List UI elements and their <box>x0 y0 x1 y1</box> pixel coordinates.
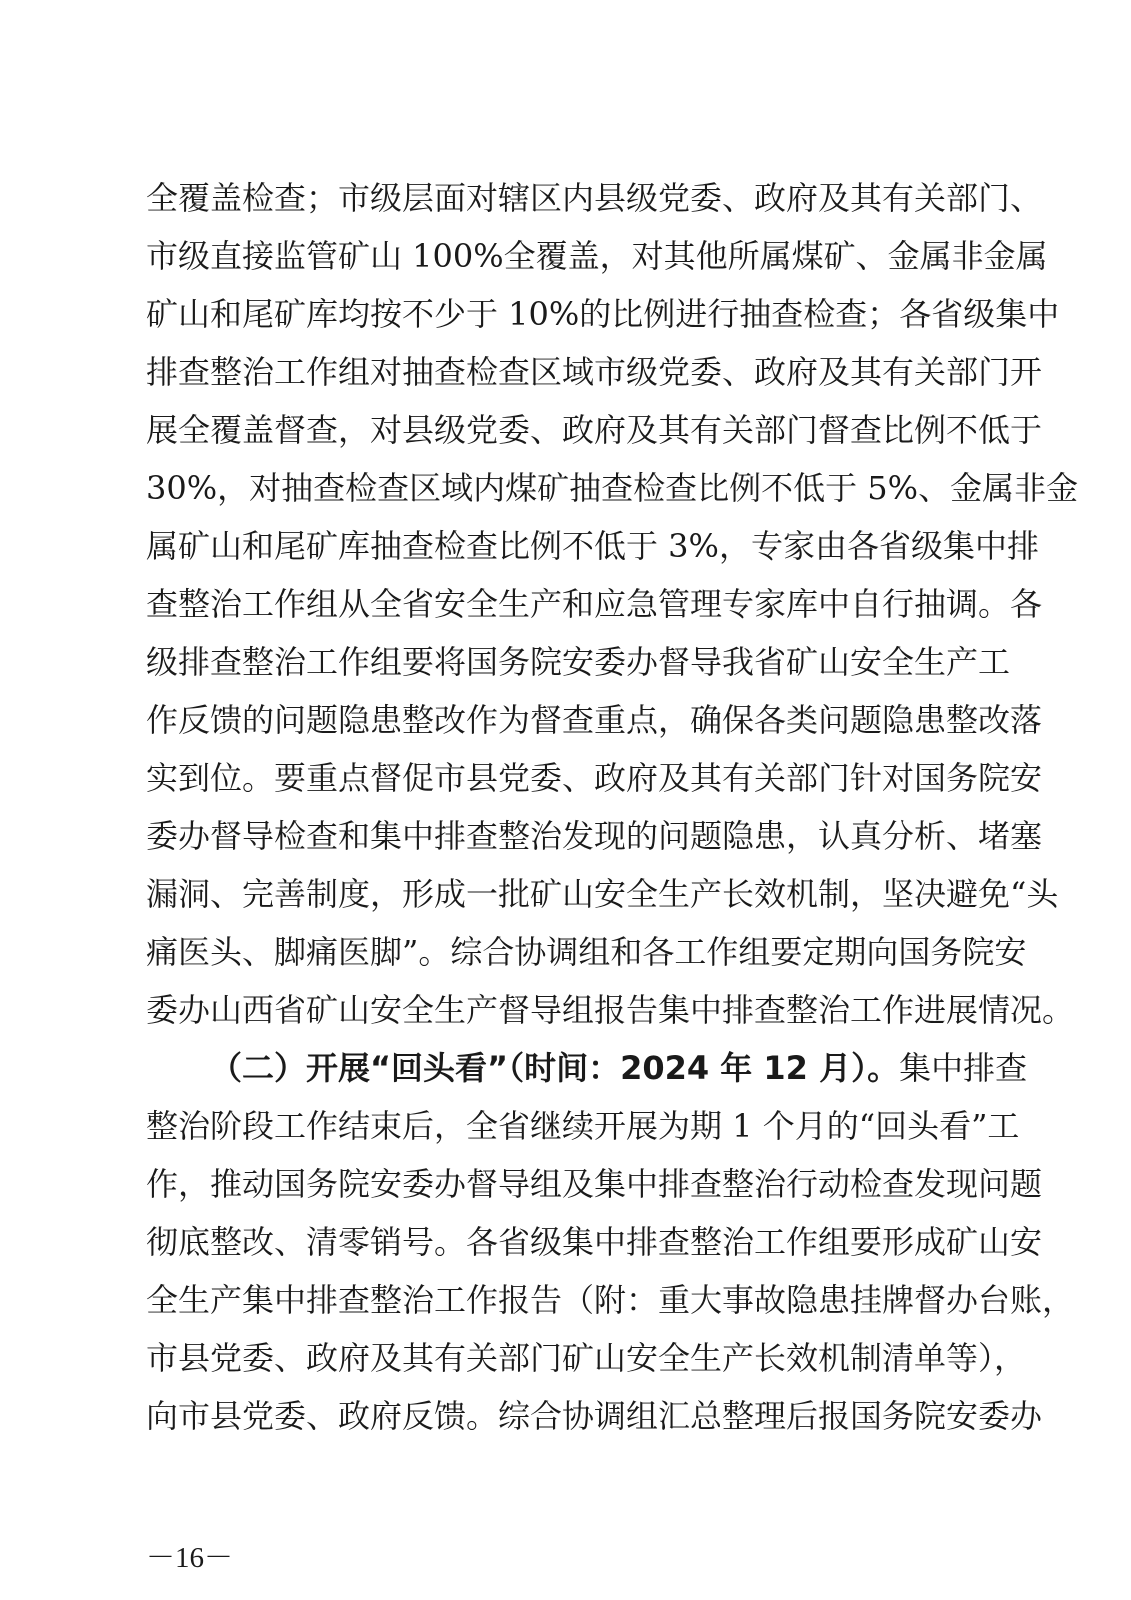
body-line: 实到位。要重点督促市县党委、政府及其有关部门针对国务院安 <box>146 759 1043 797</box>
body-line: 展全覆盖督查，对县级党委、政府及其有关部门督查比例不低于 <box>146 411 1043 449</box>
body-line: 全生产集中排查整治工作报告（附：重大事故隐患挂牌督办台账， <box>146 1281 1075 1319</box>
body-line: 痛医头、脚痛医脚”。综合协调组和各工作组要定期向国务院安 <box>146 933 1027 971</box>
body-line: 市级直接监管矿山 100%全覆盖，对其他所属煤矿、金属非金属 <box>146 237 1048 275</box>
section-heading-line <box>210 1040 1028 1096</box>
body-line: 市县党委、政府及其有关部门矿山安全生产长效机制清单等）， <box>146 1339 1027 1377</box>
page-number: －16－ <box>146 1542 234 1574</box>
body-line: 查整治工作组从全省安全生产和应急管理专家库中自行抽调。各 <box>146 585 1043 623</box>
body-line: 全覆盖检查；市级层面对辖区内县级党委、政府及其有关部门、 <box>146 179 1043 217</box>
body-line: 委办山西省矿山安全生产督导组报告集中排查整治工作进展情况。 <box>146 991 1075 1029</box>
body-line: 排查整治工作组对抽查检查区域市级党委、政府及其有关部门开 <box>146 353 1043 391</box>
body-line: 30%，对抽查检查区域内煤矿抽查检查比例不低于 5%、金属非金 <box>146 469 1079 507</box>
body-line: 委办督导检查和集中排查整治发现的问题隐患，认真分析、堵塞 <box>146 817 1043 855</box>
body-line: 彻底整改、清零销号。各省级集中排查整治工作组要形成矿山安 <box>146 1223 1043 1261</box>
body-line: 漏洞、完善制度，形成一批矿山安全生产长效机制，坚决避免“头 <box>146 875 1059 913</box>
section-heading: （二）开展“回头看”（时间：2024 年 12 月）。 <box>210 1049 900 1087</box>
body-line: 整治阶段工作结束后，全省继续开展为期 1 个月的“回头看”工 <box>146 1107 1020 1145</box>
section-heading-rest: 集中排查 <box>899 1049 1028 1087</box>
body-line: 矿山和尾矿库均按不少于 10%的比例进行抽查检查；各省级集中 <box>146 295 1060 333</box>
body-line: 向市县党委、政府反馈。综合协调组汇总整理后报国务院安委办 <box>146 1397 1043 1435</box>
body-line: 作，推动国务院安委办督导组及集中排查整治行动检查发现问题 <box>146 1165 1043 1203</box>
body-line: 作反馈的问题隐患整改作为督查重点，确保各类问题隐患整改落 <box>146 701 1043 739</box>
body-line: 级排查整治工作组要将国务院安委办督导我省矿山安全生产工 <box>146 643 1011 681</box>
body-line: 属矿山和尾矿库抽查检查比例不低于 3%，专家由各省级集中排 <box>146 527 1039 565</box>
